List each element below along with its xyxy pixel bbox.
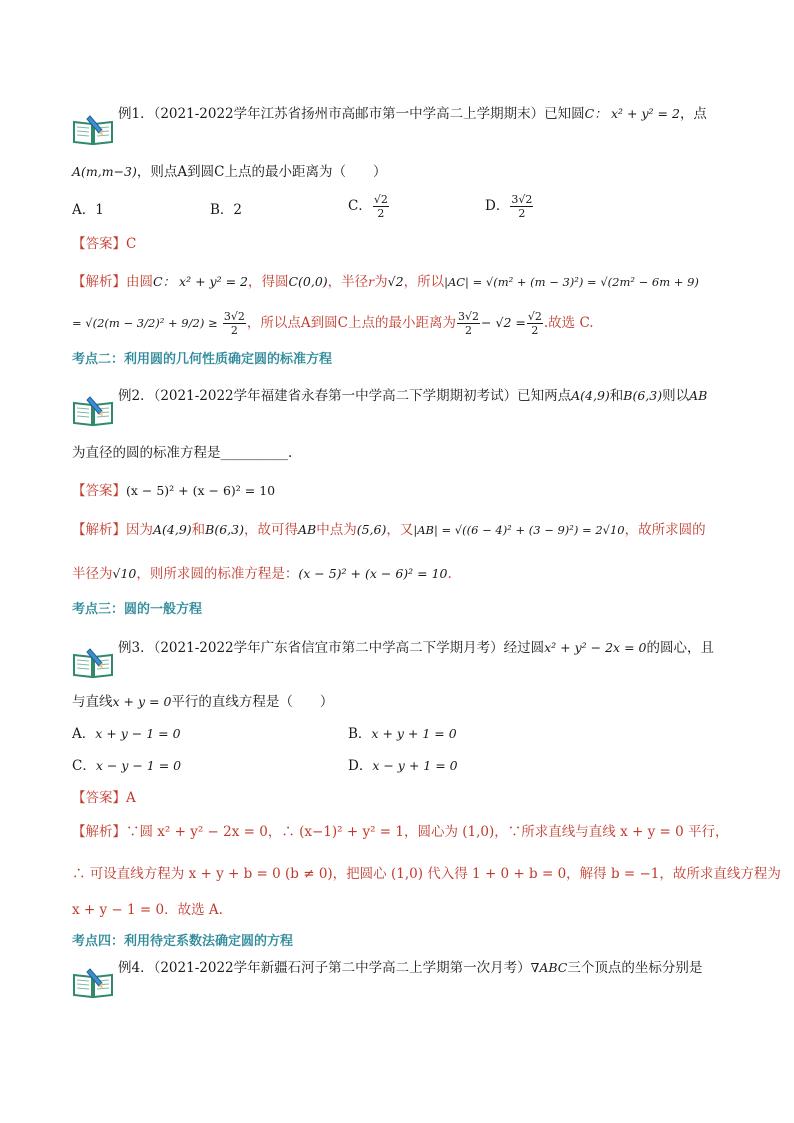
option-value: 1	[95, 202, 104, 218]
analysis-math: C： x² + y² = 2	[153, 274, 248, 289]
stem-text: 与直线	[72, 694, 113, 710]
option-d[interactable]	[485, 193, 534, 220]
analysis-text: ，半径	[327, 274, 369, 290]
option-letter: A．	[72, 202, 96, 218]
analysis-math: A(4,9)	[153, 522, 192, 537]
option-letter: D．	[485, 198, 510, 214]
option-value: x + y − 1 = 0	[95, 726, 181, 741]
fraction-denominator: 2	[518, 207, 526, 220]
answer-label: 【答案】	[72, 483, 126, 499]
option-letter: C．	[72, 758, 96, 774]
question-text: ，则点A到圆C上点的最小距离为（ ）	[136, 164, 387, 180]
example-2-answer	[72, 481, 275, 501]
analysis-fraction	[527, 310, 543, 337]
stem-text: 平行的直线方程是（ ）	[171, 694, 334, 710]
analysis-fraction	[457, 310, 480, 337]
fraction-denominator: 2	[531, 324, 539, 337]
point-a: A(4,9)	[571, 388, 610, 403]
stem-text: 的圆心，且	[646, 640, 714, 656]
analysis-label: 【解析】	[72, 824, 126, 840]
answer-label: 【答案】	[72, 790, 126, 806]
analysis-math: C(0,0)	[288, 274, 328, 289]
example-3-answer	[72, 788, 136, 808]
option-b[interactable]	[348, 724, 457, 744]
fraction-denominator: 2	[465, 324, 473, 337]
analysis-text: .故选 C.	[543, 315, 594, 331]
line-equation: x + y = 0	[112, 694, 172, 709]
option-value: x − y + 1 = 0	[372, 758, 458, 773]
point-b: B(6,3)	[623, 388, 663, 403]
fraction-denominator: 2	[230, 324, 238, 337]
example-label: 例3．	[118, 640, 154, 656]
answer-value: (x − 5)² + (x − 6)² = 10	[126, 483, 276, 498]
option-value: 2	[233, 202, 243, 218]
analysis-math: = √(2(m − 3/2)² + 9/2) ≥	[72, 316, 218, 330]
book-pencil-icon	[72, 112, 114, 146]
fraction-numerator: 3√2	[223, 310, 245, 323]
analysis-label: 【解析】	[72, 522, 126, 538]
analysis-fraction	[223, 310, 246, 337]
answer-value: A	[126, 790, 136, 806]
option-letter: D．	[348, 758, 373, 774]
analysis-text: 半径为	[72, 566, 113, 582]
analysis-text: ，又	[386, 522, 414, 538]
analysis-text: ，所以点A到圆C上点的最小距离为	[246, 315, 457, 331]
knowledge-point-2-heading: 考点二：利用圆的几何性质确定圆的标准方程	[72, 352, 333, 367]
option-a[interactable]	[72, 200, 104, 220]
fraction-numerator: 3√2	[458, 310, 480, 323]
example-label: 例4．	[118, 960, 154, 976]
answer-value: C	[126, 236, 137, 252]
answer-label: 【答案】	[72, 236, 126, 252]
analysis-math: (x − 5)² + (x − 6)² = 10	[298, 566, 448, 581]
triangle-name: ∇ABC	[530, 960, 568, 975]
analysis-text: ，故所求圆的	[624, 522, 706, 538]
stem-text: 和	[609, 388, 624, 404]
fraction-numerator: √2	[373, 193, 388, 206]
example-1-stem-line1	[118, 104, 707, 124]
stem-text: 则以	[662, 388, 690, 404]
option-value: x − y − 1 = 0	[95, 758, 182, 773]
analysis-text: 因为	[126, 522, 153, 538]
option-c[interactable]	[72, 756, 181, 776]
analysis-math: B(6,3)	[205, 522, 244, 537]
analysis-math: (5,6)	[356, 522, 387, 537]
option-d[interactable]	[348, 756, 458, 776]
example-3-analysis-line3: x + y − 1 = 0．故选 A.	[72, 902, 223, 918]
analysis-text: ，得圆	[247, 274, 289, 290]
example-2-stem-line2: 为直径的圆的标准方程是__________.	[72, 445, 293, 461]
option-b[interactable]	[210, 200, 242, 220]
stem-tail: ，点	[679, 106, 707, 122]
example-4-stem-line1	[118, 958, 702, 978]
example-label: 例1．	[118, 106, 154, 122]
example-1-analysis-line1	[72, 272, 699, 292]
analysis-text: ，则所求圆的标准方程是：	[136, 566, 299, 582]
analysis-math: AB	[298, 522, 317, 537]
fraction-numerator: √2	[527, 310, 542, 323]
example-source: （2021-2022学年新疆石河子第二中学高二上学期第一次月考）	[153, 960, 531, 976]
example-source: （2021-2022学年江苏省扬州市高邮市第一中学高二上学期期末）已知圆	[153, 106, 585, 122]
analysis-math: r	[368, 274, 375, 289]
example-3-stem-line2	[72, 692, 333, 712]
option-fraction	[373, 193, 389, 220]
example-2-stem-line1	[118, 386, 707, 406]
example-source: （2021-2022学年福建省永春第一中学高二下学期期初考试）已知两点	[153, 388, 572, 404]
option-letter: B．	[348, 726, 372, 742]
example-3-analysis-line1	[72, 822, 729, 842]
example-1-stem-line2	[72, 162, 386, 182]
analysis-text: ，故可得	[244, 522, 298, 538]
fraction-numerator: 3√2	[511, 193, 533, 206]
circle-equation: x² + y² = 2	[611, 106, 680, 121]
analysis-math: |AC| = √(m² + (m − 3)²) = √(2m² − 6m + 9)	[444, 275, 699, 289]
fraction-denominator: 2	[377, 207, 385, 220]
example-label: 例2．	[118, 388, 154, 404]
option-letter: B．	[210, 202, 234, 218]
knowledge-point-3-heading: 考点三：圆的一般方程	[72, 602, 203, 617]
point-a: A(m,m−3)	[72, 164, 137, 179]
option-c[interactable]	[348, 193, 390, 220]
circle-equation: x² + y² − 2x = 0	[544, 640, 647, 655]
option-letter: C．	[348, 198, 372, 214]
book-pencil-icon	[72, 645, 114, 679]
analysis-math: − √2 =	[481, 315, 526, 330]
analysis-text: ，所以	[403, 274, 445, 290]
circle-name: C：	[584, 106, 607, 121]
example-source: （2021-2022学年广东省信宜市第二中学高二下学期月考）经过圆	[153, 640, 545, 656]
analysis-text: 中点为	[316, 522, 357, 538]
book-pencil-icon	[72, 393, 114, 427]
analysis-math: |AB| = √((6 − 4)² + (3 − 9)²) = 2√10	[413, 523, 625, 537]
analysis-text: 和	[191, 522, 206, 538]
analysis-math: √2	[387, 274, 404, 289]
example-2-analysis-line1	[72, 520, 706, 540]
analysis-text: .	[447, 566, 452, 582]
option-a[interactable]	[72, 724, 181, 744]
example-3-analysis-line2: ∴ 可设直线方程为 x + y + b = 0 (b ≠ 0)，把圆心 (1,0) 代入得 1 + 0 + b = 0，解得 b = −1，故所求直线方程为	[72, 866, 781, 882]
analysis-text: ∵圆 x² + y² − 2x = 0，∴ (x−1)² + y² = 1，圆心为 (1,0)，∵所求直线与直线 x + y = 0 平行，	[126, 824, 729, 840]
analysis-text: 为	[374, 274, 388, 290]
book-pencil-icon	[72, 965, 114, 999]
option-fraction	[510, 193, 533, 220]
analysis-text: 由圆	[126, 274, 153, 290]
example-1-answer	[72, 234, 136, 254]
option-value: x + y + 1 = 0	[371, 726, 457, 741]
option-letter: A．	[72, 726, 96, 742]
analysis-math: √10	[112, 566, 137, 581]
segment-ab: AB	[689, 388, 708, 403]
example-2-analysis-line2	[72, 564, 452, 584]
stem-text: 三个顶点的坐标分别是	[567, 960, 703, 976]
example-1-analysis-line2	[72, 310, 594, 337]
analysis-label: 【解析】	[72, 274, 126, 290]
example-3-stem-line1	[118, 638, 714, 658]
knowledge-point-4-heading: 考点四：利用待定系数法确定圆的方程	[72, 934, 294, 949]
